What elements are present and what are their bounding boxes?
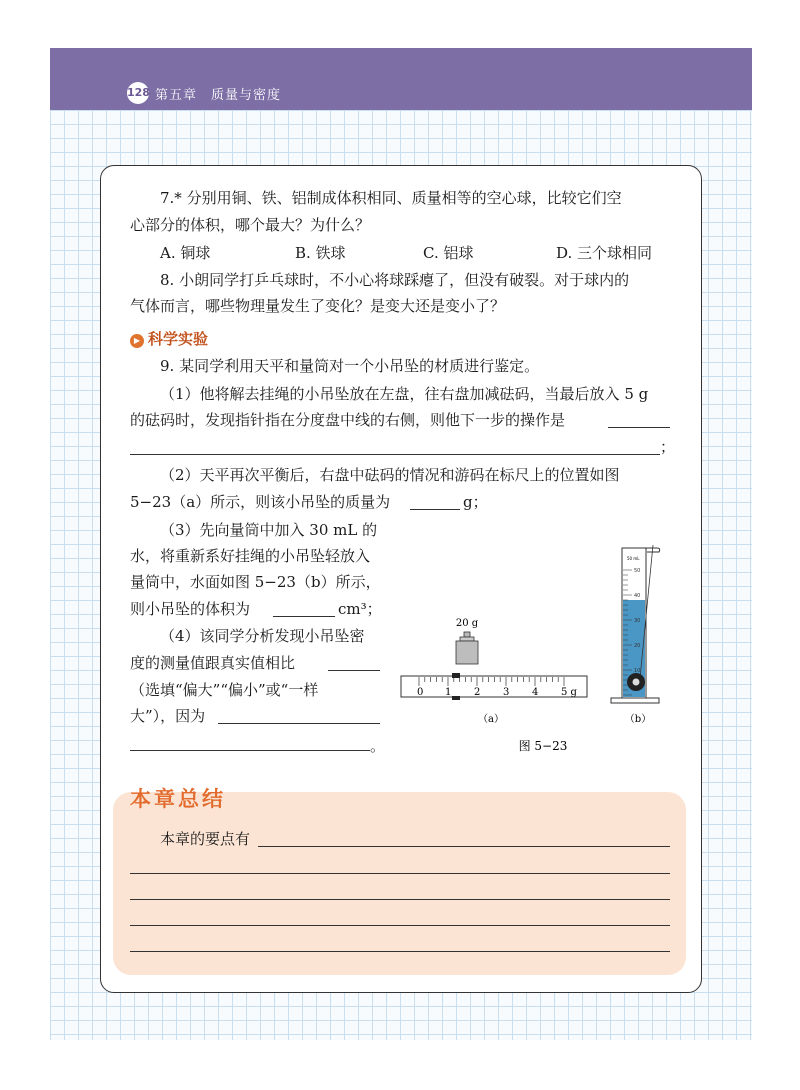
tick-label: 1: [445, 687, 452, 698]
cylinder-tick: 20: [634, 643, 641, 649]
q9-p3-line4: 则小吊坠的体积为: [130, 600, 251, 618]
q9-p3-line3: 量筒中，水面如图 5−23（b）所示，: [130, 573, 381, 591]
figure-5-23: [395, 540, 685, 760]
summary-line: [130, 873, 670, 874]
section-title: 科学实验: [148, 330, 209, 348]
chapter-title: 第五章 质量与密度: [155, 88, 282, 103]
q8-line2: 气体而言，哪些物理量发生了变化？是变大还是变小了？: [130, 297, 506, 315]
cylinder-label: 50 mL: [627, 556, 640, 561]
summary-box: [113, 792, 686, 975]
q9-p3-unit: cm³；: [338, 600, 382, 618]
cylinder-tick: 30: [634, 618, 641, 624]
weight-icon: [456, 632, 478, 664]
weight-label: 20 g: [455, 618, 479, 629]
q8-line1: 8. 小朗同学打乒乓球时，不小心将球踩瘪了，但没有破裂。对于球内的: [160, 271, 630, 289]
answer-blank: [328, 670, 380, 671]
cylinder-tick: 50: [634, 568, 641, 574]
q7-option-d: D. 三个球相同: [556, 244, 653, 262]
summary-line: [130, 951, 670, 952]
q9-p2-line1: （2）天平再次平衡后，右盘中砝码的情况和游码在标尺上的位置如图: [160, 466, 620, 484]
answer-blank: [273, 616, 335, 617]
q7-option-a: A. 铜球: [160, 244, 211, 262]
answer-blank: [130, 454, 660, 455]
answer-blank: [410, 509, 460, 510]
q9-p2-unit: g；: [463, 493, 488, 511]
q9-p4-line1: （4）该同学分析发现小吊坠密: [160, 627, 365, 645]
tick-label: 4: [532, 687, 539, 698]
q7-line2: 心部分的体积，哪个最大？为什么？: [130, 216, 371, 234]
cylinder-tick: 40: [634, 593, 641, 599]
q7-option-b: B. 铁球: [295, 244, 346, 262]
q9-p3-line1: （3）先向量筒中加入 30 mL 的: [160, 521, 378, 539]
figure-caption: 图 5−23: [518, 739, 568, 753]
section-heading: [130, 328, 208, 349]
caption-b: （b）: [624, 714, 652, 725]
balance-scale-ruler: [401, 673, 587, 700]
q9-p4-line2: 度的测量值跟真实值相比: [130, 654, 296, 672]
q9-p4-end: 。: [370, 737, 386, 755]
play-icon: ▶: [130, 334, 144, 348]
answer-blank: [608, 427, 670, 428]
q9-p3-line2: 水，将重新系好挂绳的小吊坠轻放入: [130, 547, 371, 565]
q9-p2-line2: 5−23（a）所示，则该小吊坠的质量为: [130, 493, 391, 511]
q9-p1-line2: 的砝码时，发现指针指在分度盘中线的右侧，则他下一步的操作是: [130, 411, 566, 429]
q9-p1-line1: （1）他将解去挂绳的小吊坠放在左盘，往右盘加减砝码，当最后放入 5 g: [160, 385, 649, 403]
summary-line: [258, 846, 670, 847]
answer-blank: [130, 750, 370, 751]
caption-a: （a）: [478, 714, 504, 725]
q9-p1-end: ；: [660, 438, 676, 456]
tick-label: 2: [474, 687, 481, 698]
page-number: 128: [127, 82, 149, 104]
q9-stem: 9. 某同学利用天平和量筒对一个小吊坠的材质进行鉴定。: [160, 357, 540, 375]
q9-p4-line3: （选填“偏大”“偏小”或“一样: [130, 681, 319, 699]
q7-option-c: C. 铝球: [423, 244, 474, 262]
tick-label: 5 g: [561, 687, 577, 698]
summary-line: [130, 899, 670, 900]
tick-label: 0: [417, 687, 424, 698]
q7-line1: 7.* 分别用铜、铁、铝制成体积相同、质量相等的空心球，比较它们空: [160, 189, 622, 207]
q9-p4-line4: 大”），因为: [130, 707, 206, 725]
tick-label: 3: [503, 687, 510, 698]
answer-blank: [218, 723, 380, 724]
summary-title: 本章总结: [130, 787, 226, 811]
cylinder-tick: 10: [634, 668, 641, 674]
summary-prompt: 本章的要点有: [160, 830, 251, 848]
summary-line: [130, 925, 670, 926]
